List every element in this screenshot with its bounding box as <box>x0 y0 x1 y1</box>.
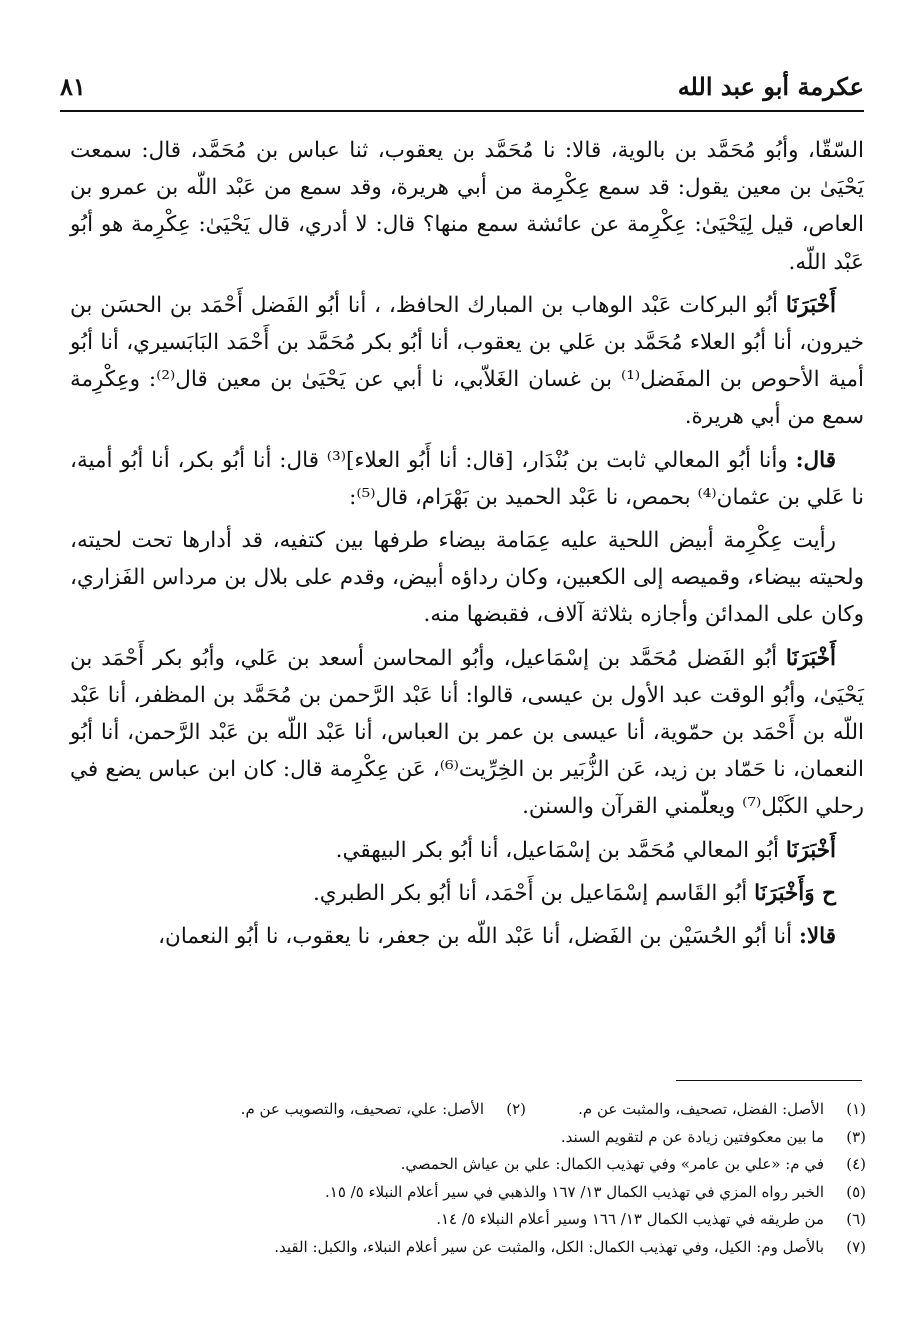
footnote <box>70 1151 866 1179</box>
footnote-number: (١) <box>846 1100 866 1118</box>
footnote-text: الأصل: علي، تصحيف، والتصويب عن م. <box>240 1100 484 1118</box>
running-header <box>60 68 864 108</box>
paragraph: أَخْبَرَنَا أبُو المعالي مُحَمَّد بن إسْمَاعيل، أنا أبُو بكر البيهقي. <box>335 837 836 863</box>
footnote-text: بالأصل وم: الكيل، وفي تهذيب الكمال: الكل، والمثبت عن سير أعلام النبلاء، والكبل: القيد. <box>274 1237 824 1256</box>
footnote-text: الخبر رواه المزي في تهذيب الكمال ١٣/ ١٦٧ والذهبي في سير أعلام النبلاء ٥/ ١٥. <box>324 1182 824 1201</box>
footnote-text: في م: «علي بن عامر» وفي تهذيب الكمال: علي بن عياش الحمصي. <box>400 1155 824 1173</box>
footnote-text: ما بين معكوفتين زيادة عن م لتقويم السند. <box>560 1127 824 1146</box>
header-rule <box>60 110 864 112</box>
paragraph: قال: وأنا أبُو المعالي ثابت بن بُنْدَار، [قال: أنا أَبُو العلاء]⁽³⁾ قال: أنا أبُو بكر، أنا أبُو أمية، نا عَلي بن عثمان⁽⁴⁾ بحمص، نا عَبْد الحميد بن بَهْرَام، قال⁽⁵⁾: <box>70 447 864 510</box>
footnote-rule <box>676 1080 862 1081</box>
paragraph: أَخْبَرَنَا أبُو الفَضل مُحَمَّد بن إسْمَاعيل، وأبُو المحاسن أسعد بن عَلي، وأبُو بكر أَحْمَد بن يَحْيَىٰ، وأبُو الوقت عبد الأول بن عيسى، قالوا: أنا عَبْد الرَّحمن بن مُحَمَّد بن المظفر، أنا عَبْد اللّه بن أَحْمَد بن حمّوية، أنا عيسى بن عمر بن العباس، أنا عَبْد اللّه بن عَبْد الرَّحمن، أنا أبُو النعمان، نا حَمّاد بن زيد، عَن الزُّبَير بن الخِرِّيت⁽⁶⁾، عَن عِكْرِمة قال: كان ابن عباس يضع في رحلي الكَبْل⁽⁷⁾ ويعلّمني القرآن والسنن. <box>70 645 865 820</box>
footnotes <box>70 1096 866 1261</box>
footnote <box>70 1206 866 1234</box>
chain-keyword: ح وَأَخْبَرَنَا <box>754 880 836 906</box>
footnote-number: (٣) <box>846 1127 866 1146</box>
main-text <box>70 132 864 961</box>
paragraph: السّقّا، وأبُو مُحَمَّد بن بالوية، قالا: نا مُحَمَّد بن يعقوب، ثنا عباس بن مُحَمَّد، قال: سمعت يَحْيَىٰ بن معين يقول: قد سمع عِكْرِمة من أبي هريرة، وقد سمع من عَبْد اللّه بن عمرو بن العاص، قيل لِيَحْيَىٰ: عِكْرِمة عن عائشة سمع منها؟ قال: لا أدري، قال يَحْيَىٰ: عِكْرِمة هو أبُو عَبْد اللّه. <box>70 138 864 275</box>
footnote-number: (٥) <box>846 1182 866 1201</box>
chain-keyword: أَخْبَرَنَا <box>785 837 836 863</box>
footnote-number: (٢) <box>506 1100 526 1118</box>
footnote-number: (٤) <box>846 1155 866 1173</box>
paragraph: قالا: أنا أبُو الحُسَيْن بن الفَضل، أنا عَبْد اللّه بن جعفر، نا يعقوب، نا أبُو النعمان، <box>158 924 836 950</box>
footnote-text: من طريقه في تهذيب الكمال ١٣/ ١٦٦ وسير أعلام النبلاء ٥/ ١٤. <box>436 1210 824 1228</box>
page-number: ٨١ <box>60 72 86 101</box>
footnote <box>186 1096 526 1124</box>
chain-keyword: قالا: <box>798 924 836 950</box>
paragraph: أَخْبَرَنَا أبُو البركات عَبْد الوهاب بن المبارك الحافظ، ، أنا أبُو الفَضل أَحْمَد بن الحسَن بن خيرون، أنا أبُو العلاء مُحَمَّد بن عَلي بن يعقوب، أنا أبُو بكر مُحَمَّد بن أَحْمَد البَابَسيري، أنا أبُو أمية الأحوص بن المفَضل⁽¹⁾ بن غسان الغَلاّبي، نا أبي عن يَحْيَىٰ بن معين قال⁽²⁾: وعِكْرِمة سمع من أبي هريرة. <box>70 292 864 430</box>
footnote <box>526 1096 866 1124</box>
footnote-text: الأصل: الفضل، تصحيف، والمثبت عن م. <box>578 1100 824 1118</box>
paragraph: رأيت عِكْرِمة أبيض اللحية عليه عِمَامة بيضاء طرفها بين كتفيه، قد أدارها تحت لحيته، ولحيته بيضاء، وقميصه إلى الكعبين، وكان رداؤه أبيض، وقدم على بلال بن مرداس الفَزاري، وكان على المدائن وأجازه بثلاثة آلاف، فقبضها منه. <box>70 528 864 628</box>
chain-keyword: قال: <box>795 447 836 473</box>
paragraph: ح وَأَخْبَرَنَا أبُو القَاسم إسْمَاعيل بن أَحْمَد، أنا أبُو بكر الطبري. <box>312 880 836 906</box>
chain-keyword: أَخْبَرَنَا <box>785 292 836 318</box>
footnote-number: (٧) <box>846 1237 866 1256</box>
running-title: عكرمة أبو عبد الله <box>677 72 864 101</box>
footnote <box>70 1179 866 1207</box>
chain-keyword: أَخْبَرَنَا <box>785 645 836 671</box>
footnote <box>70 1234 866 1262</box>
footnote-row <box>70 1096 866 1124</box>
footnote <box>70 1124 866 1152</box>
footnote-number: (٦) <box>846 1210 866 1228</box>
